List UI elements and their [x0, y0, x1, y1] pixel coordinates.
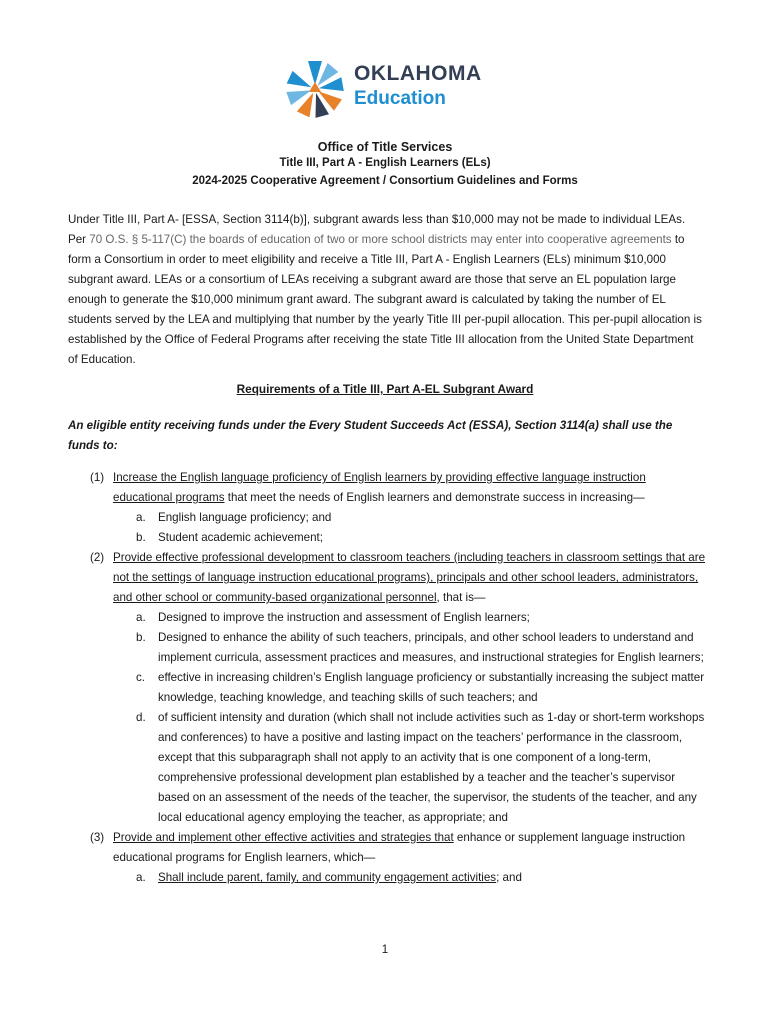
sub-item — [68, 528, 708, 548]
sub-item-underlined-text: Shall include parent, family, and community engagement activities — [158, 871, 497, 884]
sub-item — [68, 508, 708, 528]
item-underlined-text: Provide effective professional development to classroom teachers (including teachers in classroom settings that are not the settings of language instruction educational programs), principals and other school leaders, administrators, and other school or community-based organizational personnel — [113, 551, 706, 604]
sub-item-text: ; and — [496, 871, 522, 884]
sub-item-letter: d. — [136, 711, 146, 724]
requirements-list — [68, 468, 708, 888]
intro-paragraph — [68, 210, 704, 370]
item-number: (2) — [90, 551, 105, 564]
sub-item-text: effective in increasing children’s English language proficiency or substantially increasing the subject matter knowledge, teaching knowledge, and teaching skills of such teachers; and — [158, 671, 705, 704]
list-item — [68, 828, 708, 868]
item-underlined-text: Provide and implement other effective activities and strategies that — [113, 831, 454, 844]
sub-item — [68, 868, 708, 888]
page-number: 1 — [381, 944, 389, 956]
sub-item — [68, 708, 708, 828]
item-underlined-text: Increase the English language proficiency of English learners by providing effective language instruction educational programs — [113, 471, 646, 504]
document-subtitle: 2024-2025 Cooperative Agreement / Consortium Guidelines and Forms — [192, 175, 578, 187]
item-number: (3) — [90, 831, 105, 844]
list-item — [68, 468, 708, 508]
sub-item-text: Designed to enhance the ability of such teachers, principals, and other school leaders to understand and implement curricula, assessment practices and measures, and instructional strategies for English learners; — [158, 631, 704, 664]
intro-text-part2: to form a Consortium in order to meet eligibility and receive a Title III, Part A - English Learners (ELs) minimum $10,000 subgrant award. LEAs or a consortium of LEAs receiving a subgrant award are those that serve an EL population large enough to generate the $10,000 minimum grant award. The subgrant award is calculated by taking the number of EL students served by the LEA and multiplying that number by the yearly Title III per-pupil allocation. This per-pupil allocation is established by the Office of Federal Programs after receiving the state Title III allocation from the United State Department of Education. — [68, 233, 702, 366]
sub-item-text: English language proficiency; and — [158, 511, 332, 524]
logo-text-oklahoma: OKLAHOMA — [354, 62, 482, 85]
logo-text-education: Education — [354, 88, 446, 109]
sub-item-text: Student academic achievement; — [158, 531, 323, 544]
sub-item-text: of sufficient intensity and duration (which shall not include activities such as 1-day or short-term workshops and conferences) to have a positive and lasting impact on the teachers’ performance in the classroom, except that this subparagraph shall not apply to an activity that is one component of a long-term, comprehensive professional development plan established by a teacher and the teacher’s supervisor based on an assessment of the needs of the teacher, the supervisor, the students of the teacher, and any local educational agency employing the teacher, as appropriate; and — [158, 711, 705, 824]
sub-item-letter: b. — [136, 531, 146, 544]
sub-item-letter: a. — [136, 871, 146, 884]
sub-item-text: Designed to improve the instruction and assessment of English learners; — [158, 611, 530, 624]
sub-item — [68, 628, 708, 668]
star-burst-icon — [282, 58, 348, 120]
item-text: , that is— — [436, 591, 486, 604]
sub-item-letter: a. — [136, 511, 146, 524]
statute-reference: 70 O.S. § 5-117(C) the boards of education of two or more school districts may enter into cooperative agreements — [89, 233, 672, 246]
requirements-heading: Requirements of a Title III, Part A-EL Subgrant Award — [236, 382, 534, 396]
item-text: enhance or supplement language instruction educational programs for English learners, which— — [113, 831, 686, 864]
office-title: Office of Title Services — [317, 140, 453, 154]
item-text: that meet the needs of English learners and demonstrate success in increasing— — [224, 491, 645, 504]
eligible-entity-statement: An eligible entity receiving funds under the Every Student Succeeds Act (ESSA), Section 3114(a) shall use the funds to: — [68, 419, 673, 452]
sub-item — [68, 608, 708, 628]
sub-item-letter: c. — [136, 671, 146, 684]
list-item — [68, 548, 708, 608]
sub-item-letter: b. — [136, 631, 146, 644]
sub-item-letter: a. — [136, 611, 146, 624]
program-title: Title III, Part A - English Learners (ELs) — [279, 157, 491, 169]
sub-item — [68, 668, 708, 708]
item-number: (1) — [90, 471, 105, 484]
intro-text-part1: Under Title III, Part A- [ESSA, Section 3114(b)], subgrant awards less than $10,000 may not be made to individual LEAs. Per — [68, 213, 686, 246]
oklahoma-education-logo — [282, 58, 492, 120]
